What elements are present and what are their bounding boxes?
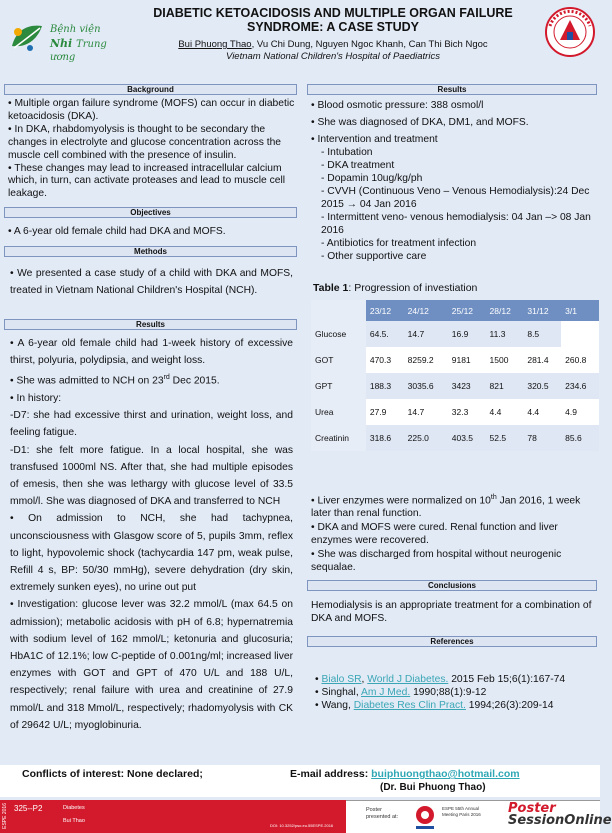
- table-cell: 9181: [448, 347, 486, 373]
- background-body: [4, 95, 297, 214]
- background-bullet: • Multiple organ failure syndrome (MOFS) can occur in diabetic ketoacidosis (DKA).: [8, 98, 295, 122]
- results-right-section: [307, 84, 597, 263]
- table-header-row: [311, 300, 599, 321]
- result-paragraph: • A 6-year old female child had 1-week history of excessive thirst, polyuria, polydipsia, and weight loss.: [10, 338, 293, 367]
- table-cell: 14.7: [404, 399, 448, 425]
- background-bullet: • These changes may lead to increased intracellular calcium which, in turn, can activate proteases and lead to muscle cell leakage.: [8, 162, 286, 200]
- poster-code: 325--P2: [14, 804, 43, 813]
- logo-line2: Nhi Trung ương: [50, 37, 107, 63]
- poster-title: [126, 6, 540, 34]
- doi-label: DOI: 10.3252/pso.eu.55ESPE.2016: [270, 823, 334, 828]
- email-link[interactable]: buiphuongthao@hotmail.com: [371, 768, 520, 780]
- column-header: 31/12: [523, 300, 561, 321]
- category-label: Diabetes: [63, 805, 85, 811]
- background-bullet: • In DKA, rhabdomyolysis is thought to be secondary the changes in electrolyte and glucose concentration across the muscle cell combined with the presence of insulin.: [8, 123, 282, 161]
- intervention-item: - Intermittent veno- venous hemodialysis: 04 Jan –> 08 Jan 2016: [321, 212, 591, 236]
- table-cell: 3423: [448, 373, 486, 399]
- table-section: [311, 278, 599, 451]
- side-label: ESPE 2016: [2, 803, 8, 829]
- results-left-heading: Results: [4, 319, 297, 330]
- hospital-logo: [6, 18, 124, 63]
- table-cell: 52.5: [486, 425, 524, 451]
- references-body: [307, 647, 597, 712]
- research-institute-seal-icon: [544, 6, 596, 58]
- table-cell: 320.5: [523, 373, 561, 399]
- result-paragraph: • She was admitted to NCH on 23rd Dec 2015.: [10, 374, 220, 387]
- contact-name: (Dr. Bui Phuong Thao): [380, 782, 486, 793]
- result-paragraph: • Investigation: glucose lever was 32.2 mmol/L (max 64.5 on admission); metabolic acidosis with pH of 6.8; hypernatremia with sodium level of 162 mmol/L; ketonuria and glucosuria; HbA1C of 12.1%; low C-peptide of 0.001ng/ml; increased liver enzymes with GOT and GPT of 470 U/L and 188 U/L, respectively; renal failure with urea and creatinine of 27.9 mmol/L and 318 Mmol/L, respectively; rhadomyolysis with CK of 29642 U/L; myoglobinuria.: [10, 599, 293, 731]
- first-author: Bui Phuong Thao: [178, 39, 252, 50]
- row-label: GPT: [311, 373, 366, 399]
- column-header: 23/12: [366, 300, 404, 321]
- reference-link[interactable]: Diabetes Res Clin Pract.: [353, 700, 466, 711]
- reference-link[interactable]: Am J Med.: [360, 687, 411, 698]
- table-cell: 16.9: [448, 321, 486, 347]
- result-paragraph: • On admission to NCH, she had tachypnea, unconsciousness with Glasgow score of 5, pupils 3mm, reflex to light, hypovolemic shock (tachycardia 147 pm, weak pulse, Refill 4 s, BP: 50/30 mmHg), severe dehydration (dry skin, extremely sunken eyes), no urine out put: [10, 513, 293, 594]
- row-label: GOT: [311, 347, 366, 373]
- column-header: 28/12: [486, 300, 524, 321]
- table-cell: 8259.2: [404, 347, 448, 373]
- intervention-item: - Other supportive care: [321, 251, 427, 262]
- table-cell: 1500: [486, 347, 524, 373]
- column-header: 24/12: [404, 300, 448, 321]
- table-row: [311, 399, 599, 425]
- methods-section: [4, 246, 297, 319]
- progression-table: [311, 300, 599, 451]
- table-cell: 3035.6: [404, 373, 448, 399]
- table-cell: 318.6: [366, 425, 404, 451]
- table-row: [311, 347, 599, 373]
- conclusions-section: [307, 580, 597, 631]
- table-title: Table 1: Progression of investiation: [313, 282, 478, 294]
- table-row: [311, 425, 599, 451]
- intervention-item: - Antibiotics for treatment infection: [321, 238, 477, 249]
- objectives-heading: Objectives: [4, 207, 297, 218]
- table-cell: 64.5.: [366, 321, 404, 347]
- row-label: Urea: [311, 399, 366, 425]
- result-bullet: • She was diagnosed of DKA, DM1, and MOFS.: [311, 117, 529, 128]
- table-cell: [561, 321, 599, 347]
- references-section: [307, 636, 597, 712]
- row-label: Glucose: [311, 321, 366, 347]
- poster-code-strip: [0, 800, 60, 833]
- objectives-section: [4, 207, 297, 244]
- table-cell: 260.8: [561, 347, 599, 373]
- table-corner: [311, 300, 366, 321]
- background-heading: Background: [4, 84, 297, 95]
- results-left-section: [4, 319, 297, 734]
- results-left-body: [4, 330, 297, 734]
- result-bullet: • Blood osmotic pressure: 388 osmol/l: [311, 100, 484, 111]
- methods-body: • We presented a case study of a child with DKA and MOFS, treated in Vietnam National Children's Hospital (NCH).: [10, 268, 293, 296]
- table-row: [311, 321, 599, 347]
- table-cell: 4.4: [486, 399, 524, 425]
- column-header: 3/1: [561, 300, 599, 321]
- reference-item: • Singhal, Am J Med. 1990;88(1):9-12: [315, 687, 487, 698]
- table-cell: 470.3: [366, 347, 404, 373]
- conclusions-heading: Conclusions: [307, 580, 597, 591]
- category-strip: [60, 800, 346, 833]
- title-line1: DIABETIC KETOACIDOSIS AND MULTIPLE ORGAN FAILURE: [153, 6, 513, 20]
- table-cell: 225.0: [404, 425, 448, 451]
- reference-link[interactable]: World J Diabetes.: [367, 674, 449, 685]
- email-address: E-mail address: buiphuongthao@hotmail.com: [290, 768, 520, 780]
- table-cell: 403.5: [448, 425, 486, 451]
- logo-line1: Bệnh viện: [50, 24, 101, 35]
- result-paragraph: -D1: she felt more fatigue. In a local hospital, she was transfused 1000ml NS. After that, she had multiple episodes of emesis, then she was lethargy with glucose level of 33.5 mmol/l. She was diagnosed of DKA and transferred to NCH: [10, 444, 293, 508]
- intervention-item: - DKA treatment: [321, 160, 395, 171]
- outcome-bullet: • She was discharged from hospital without neurogenic sequalae.: [311, 549, 562, 573]
- reference-link[interactable]: Bialo SR: [321, 674, 362, 685]
- reference-item: • Wang, Diabetes Res Clin Pract. 1994;26(3):209-14: [315, 700, 554, 711]
- title-line2: SYNDROME: A CASE STUDY: [246, 20, 419, 34]
- table-cell: 85.6: [561, 425, 599, 451]
- results-right-body: [307, 95, 597, 263]
- table-cell: 27.9: [366, 399, 404, 425]
- intervention-item: - CVVH (Continuous Veno – Venous Hemodialysis):24 Dec 2015 → 04 Jan 2016: [321, 186, 590, 210]
- outcome-bullet: • DKA and MOFS were cured. Renal function and liver enzymes were recovered.: [311, 522, 558, 546]
- presented-at: Poster presented at:: [366, 807, 399, 820]
- outcome-bullet: • Liver enzymes were normalized on 10th Jan 2016, 1 week later than renal function.: [311, 494, 581, 519]
- table-cell: 32.3: [448, 399, 486, 425]
- result-paragraph: -D7: she had excessive thirst and urination, weight loss, and feeling fatigue.: [10, 410, 293, 439]
- table-cell: 188.3: [366, 373, 404, 399]
- after-table-section: [307, 492, 597, 574]
- result-paragraph: • In history:: [10, 393, 62, 405]
- espe-meeting-label: ESPE 55th Annual Meeting Paris 2016: [442, 806, 481, 817]
- table-cell: 4.4: [523, 399, 561, 425]
- reference-item: • Bialo SR, World J Diabetes. 2015 Feb 15;6(1):167-74: [315, 674, 566, 685]
- methods-heading: Methods: [4, 246, 297, 257]
- table-cell: 234.6: [561, 373, 599, 399]
- table-cell: 78: [523, 425, 561, 451]
- column-header: 25/12: [448, 300, 486, 321]
- intervention-list: [311, 146, 595, 263]
- table-cell: 11.3: [486, 321, 524, 347]
- table-cell: 281.4: [523, 347, 561, 373]
- results-right-heading: Results: [307, 84, 597, 95]
- table-row: [311, 373, 599, 399]
- intervention-item: - Dopamin 10ug/kg/ph: [321, 173, 423, 184]
- affiliation: Vietnam National Children's Hospital of Paediatrics: [226, 51, 440, 62]
- table-cell: 4.9: [561, 399, 599, 425]
- poster-header: [0, 0, 600, 72]
- espe-logo-icon: [410, 803, 440, 831]
- table-cell: 821: [486, 373, 524, 399]
- poster-session-online-logo: Poster SessionOnline: [508, 801, 612, 828]
- result-bullet: • Intervention and treatment: [311, 134, 438, 145]
- row-label: Creatinin: [311, 425, 366, 451]
- conclusions-body: Hemodialysis is an appropriate treatment for a combination of DKA and MOFS.: [311, 600, 592, 624]
- co-authors: , Vu Chi Dung, Nguyen Ngoc Khanh, Can Thi Bich Ngoc: [251, 39, 488, 50]
- objectives-body: • A 6-year old female child had DKA and MOFS.: [8, 226, 226, 237]
- references-heading: References: [307, 636, 597, 647]
- intervention-item: - Intubation: [321, 147, 373, 158]
- hospital-logo-icon: [8, 20, 46, 54]
- conflicts-of-interest: Conflicts of interest: None declared;: [22, 768, 203, 780]
- authors: [126, 39, 540, 51]
- author-label: Bui Thao: [63, 818, 85, 824]
- table-cell: 8.5: [523, 321, 561, 347]
- table-cell: 14.7: [404, 321, 448, 347]
- left-column: [4, 84, 297, 214]
- after-table-body: [307, 492, 597, 574]
